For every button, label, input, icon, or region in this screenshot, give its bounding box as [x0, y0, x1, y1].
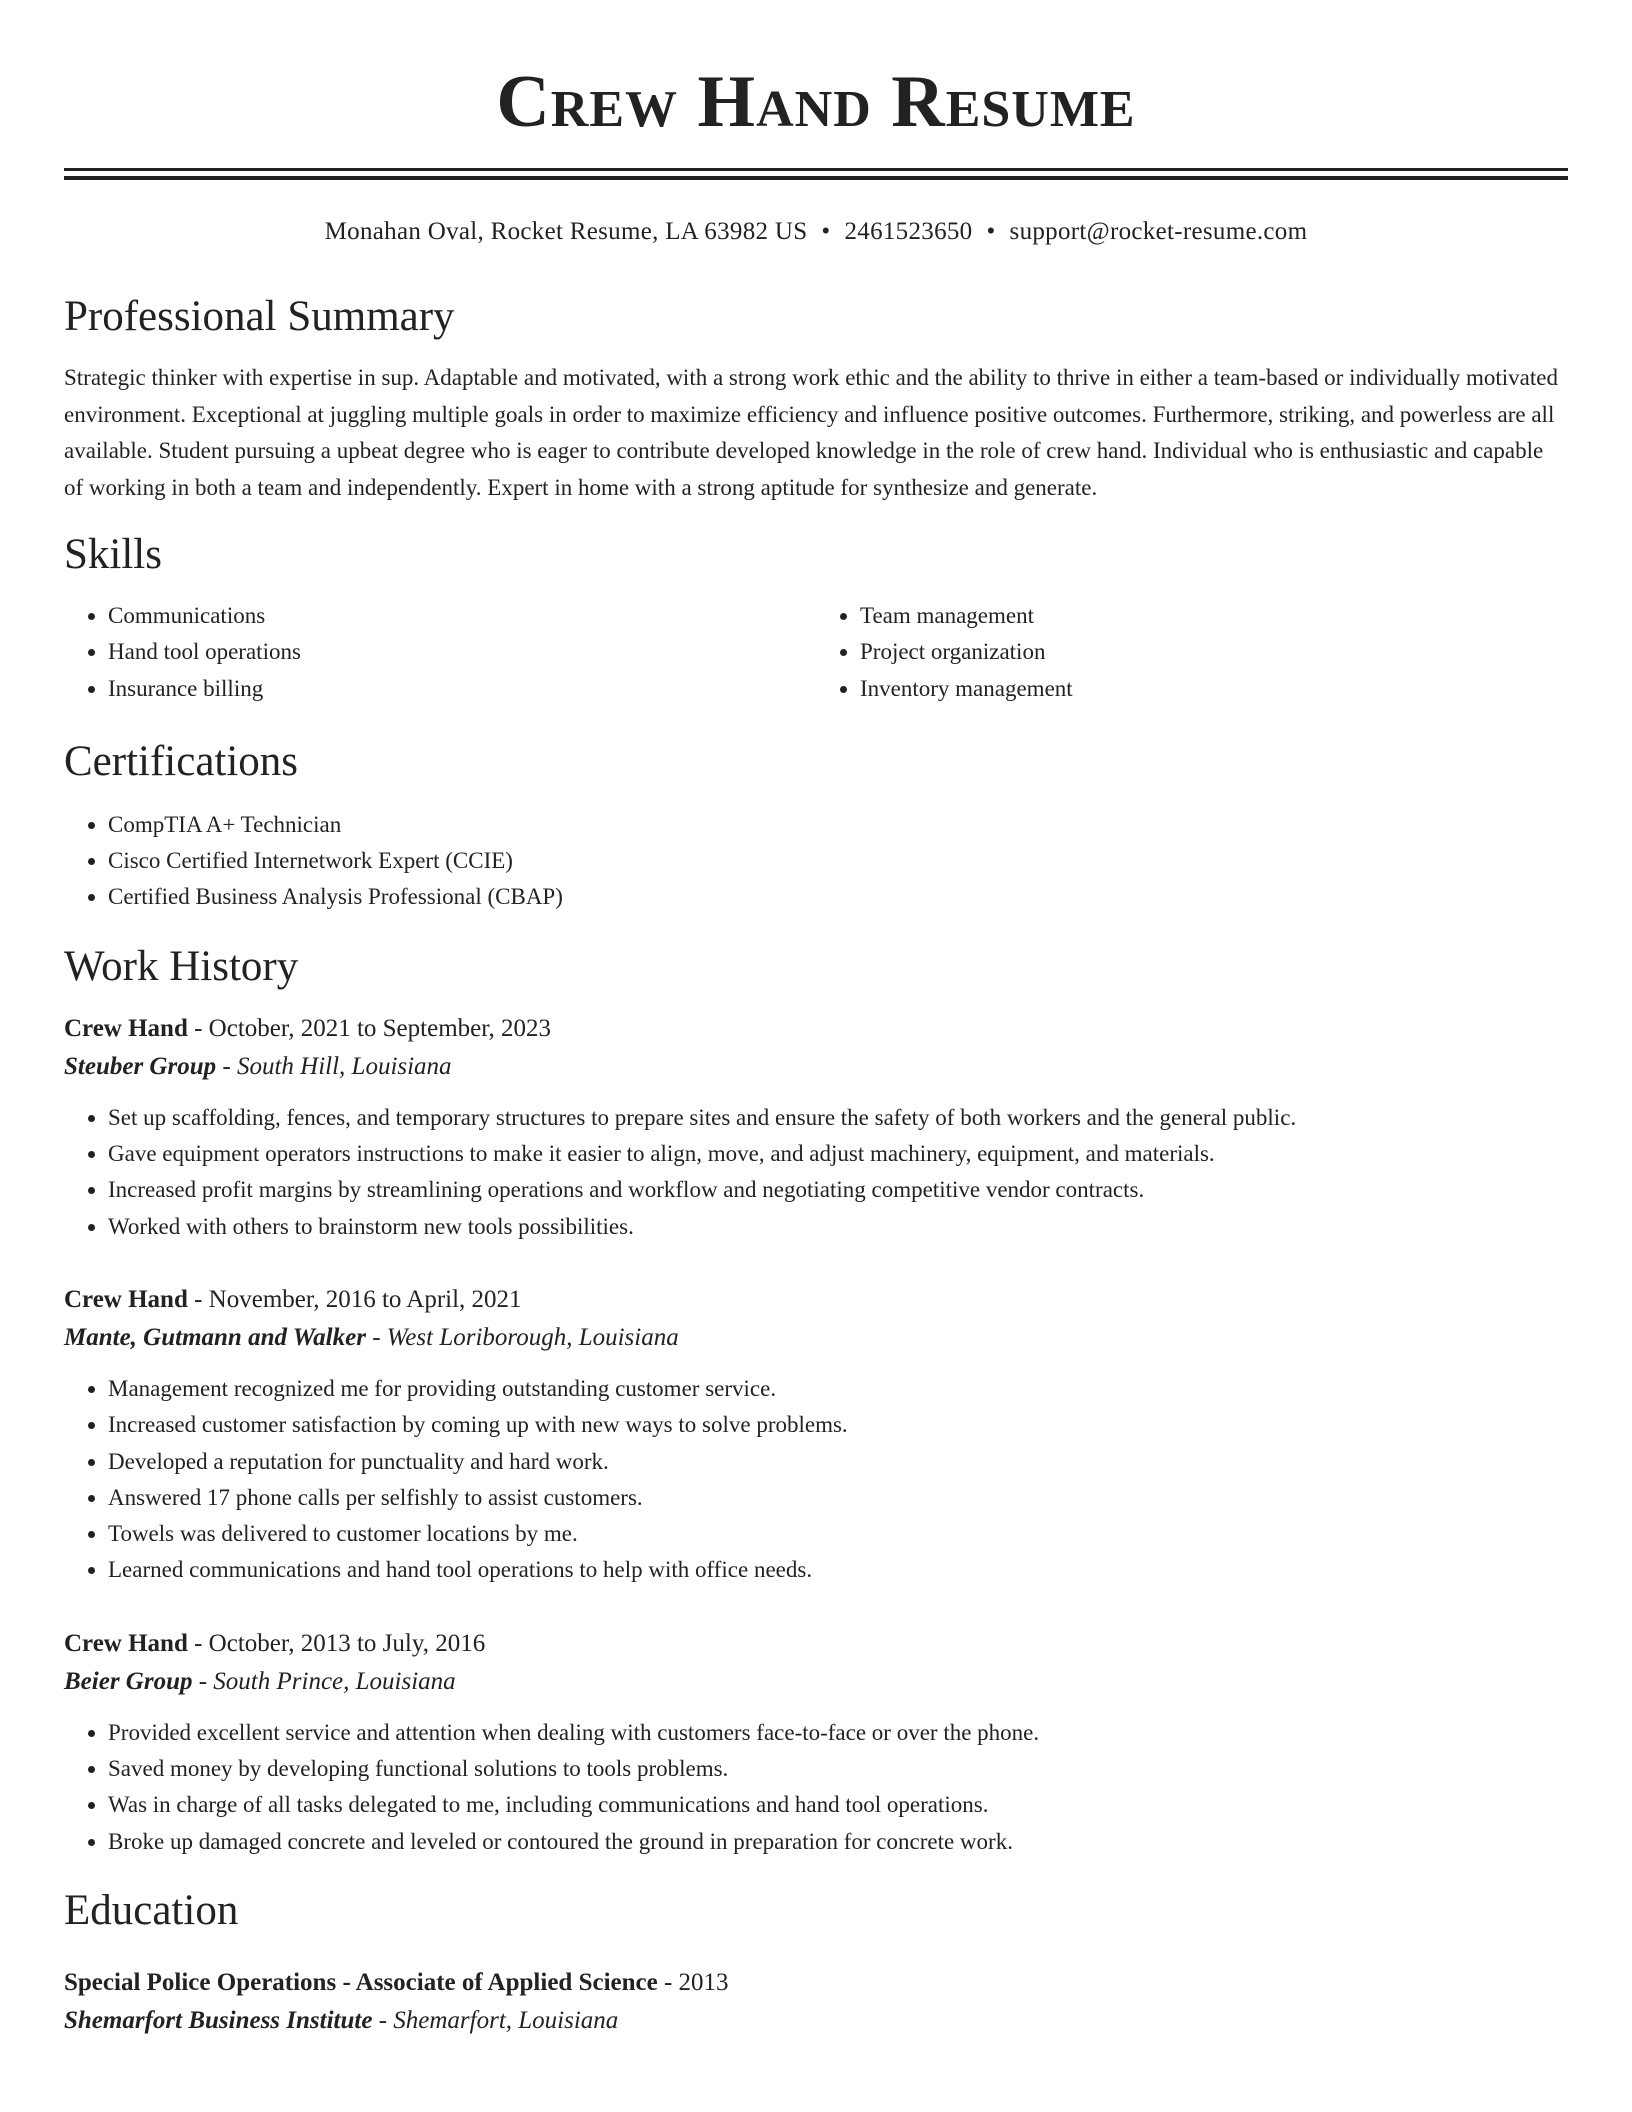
skills-list-left [64, 598, 816, 707]
job-title-line [64, 1625, 1568, 1663]
job-entry [64, 1010, 1568, 1245]
job-entry [64, 1625, 1568, 1860]
certifications-heading: Certifications [64, 737, 299, 785]
job-location: - West Loriborough, Louisiana [365, 1323, 679, 1351]
job-bullet: • Set up scaffolding, fences, and temporary structures to prepare sites and ensure the safety of both workers and the general public. [108, 1100, 1568, 1136]
certification-item: • Cisco Certified Internetwork Expert (CCIE) [108, 843, 1568, 879]
job-bullet: • Towels was delivered to customer locations by me. [108, 1516, 1568, 1552]
job-dates: - October, 2013 to July, 2016 [187, 1629, 486, 1657]
work-history-heading: Work History [64, 942, 299, 990]
education-location: - Shemarfort, Louisiana [372, 2006, 619, 2034]
job-bullet: • Learned communications and hand tool operations to help with office needs. [108, 1552, 1568, 1588]
job-bullets [64, 1371, 1568, 1589]
education-degree-line [64, 1964, 1568, 2002]
summary-heading: Professional Summary [64, 293, 455, 340]
skill-item: • Inventory management [860, 671, 1568, 707]
skill-item: • Project organization [860, 634, 1568, 670]
contact-line [64, 216, 1568, 248]
job-bullet: • Worked with others to brainstorm new tools possibilities. [108, 1209, 1568, 1245]
contact-address: Monahan Oval, Rocket Resume, LA 63982 US [324, 218, 808, 245]
education-school-line [64, 2002, 1568, 2040]
skills-columns [64, 598, 1568, 707]
job-bullets [64, 1715, 1568, 1860]
job-bullet: • Developed a reputation for punctuality and hard work. [108, 1444, 1568, 1480]
job-title: Crew Hand [64, 1285, 188, 1313]
skills-list-right [816, 598, 1568, 707]
job-title-line [64, 1281, 1568, 1319]
skill-item: • Communications [108, 598, 816, 634]
skill-item: • Hand tool operations [108, 634, 816, 670]
certifications-list [64, 807, 1568, 916]
job-bullet: • Increased profit margins by streamlining operations and workflow and negotiating competitive vendor contracts. [108, 1172, 1568, 1208]
contact-phone: 2461523650 [844, 218, 973, 245]
title-divider [64, 168, 1568, 180]
job-title: Crew Hand [64, 1014, 188, 1042]
job-bullet: • Gave equipment operators instructions to make it easier to align, move, and adjust machinery, equipment, and materials. [108, 1136, 1568, 1172]
job-company-line [64, 1663, 1568, 1701]
education-heading: Education [64, 1886, 239, 1934]
skills-heading: Skills [64, 531, 162, 578]
job-bullet: • Increased customer satisfaction by coming up with new ways to solve problems. [108, 1407, 1568, 1443]
job-bullet: • Management recognized me for providing outstanding customer service. [108, 1371, 1568, 1407]
job-company: Steuber Group [64, 1052, 217, 1080]
job-company-line [64, 1048, 1568, 1086]
resume-title: Crew Hand Resume [496, 61, 1136, 143]
summary-text: Strategic thinker with expertise in sup. Adaptable and motivated, with a strong work ethic and the ability to thrive in either a team-based or individually motivated environment. Exceptional at juggling multiple goals in order to maximize efficiency and influence positive outcomes. Furthermore, striking, and powerless are all available. Student pursuing a upbeat degree who is eager to contribute developed knowledge in the role of crew hand. Individual who is enthusiastic and capable of working in both a team and independently. Expert in home with a strong aptitude for synthesize and generate. [64, 365, 1558, 500]
contact-separator: • [986, 218, 996, 245]
job-company: Mante, Gutmann and Walker [64, 1323, 366, 1351]
job-title-line [64, 1010, 1568, 1048]
job-bullet: • Was in charge of all tasks delegated to me, including communications and hand tool operations. [108, 1787, 1568, 1823]
job-company: Beier Group [64, 1667, 193, 1695]
job-bullet: • Saved money by developing functional solutions to tools problems. [108, 1751, 1568, 1787]
job-company-line [64, 1319, 1568, 1357]
job-location: - South Hill, Louisiana [216, 1052, 452, 1080]
job-bullet: • Provided excellent service and attention when dealing with customers face-to-face or over the phone. [108, 1715, 1568, 1751]
education-school: Shemarfort Business Institute [64, 2006, 373, 2034]
job-location: - South Prince, Louisiana [192, 1667, 456, 1695]
skill-item: • Team management [860, 598, 1568, 634]
job-dates: - November, 2016 to April, 2021 [187, 1285, 522, 1313]
job-dates: - October, 2021 to September, 2023 [187, 1014, 552, 1042]
job-bullets [64, 1100, 1568, 1245]
divider-line-bottom [64, 176, 1568, 180]
education-year: - 2013 [657, 1968, 729, 1996]
certification-item: • CompTIA A+ Technician [108, 807, 1568, 843]
skill-item: • Insurance billing [108, 671, 816, 707]
job-bullet: • Broke up damaged concrete and leveled or contoured the ground in preparation for concrete work. [108, 1824, 1568, 1860]
contact-email: support@rocket-resume.com [1009, 218, 1308, 245]
contact-separator: • [821, 218, 831, 245]
job-title: Crew Hand [64, 1629, 188, 1657]
certification-item: • Certified Business Analysis Professional (CBAP) [108, 879, 1568, 915]
education-degree: Special Police Operations - Associate of Applied Science [64, 1968, 658, 1996]
job-bullet: • Answered 17 phone calls per selfishly to assist customers. [108, 1480, 1568, 1516]
job-entry [64, 1281, 1568, 1589]
divider-line-top [64, 168, 1568, 171]
